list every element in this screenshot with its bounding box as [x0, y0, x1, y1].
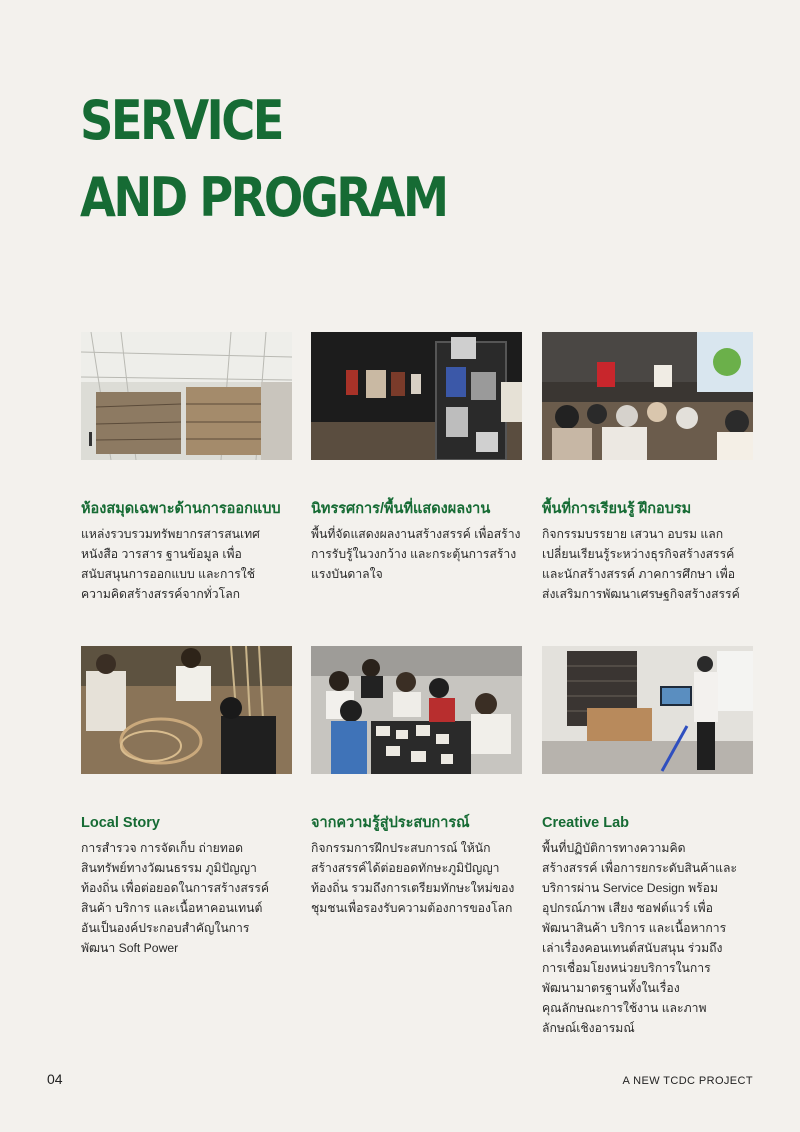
description-line: การเชื่อมโยงหน่วยบริการในการ — [542, 961, 711, 975]
description-line: สินทรัพย์ทางวัฒนธรรม ภูมิปัญญา — [81, 861, 257, 875]
description-line: ชุมชนเพื่อรองรับความต้องการของโลก — [311, 901, 513, 915]
service-card-learning-space — [542, 332, 755, 604]
knowledge-experience-title: จากความรู้สู่ประสบการณ์ — [311, 815, 470, 831]
learning-space-photo — [542, 332, 753, 460]
creative-lab-description — [542, 838, 755, 1038]
knowledge-experience-description — [311, 838, 524, 918]
library-photo — [81, 332, 292, 460]
description-line: ลักษณ์เชิงอารมณ์ — [542, 1021, 635, 1035]
description-line: อันเป็นองค์ประกอบสำคัญในการ — [81, 921, 250, 935]
description-line: พื้นที่ปฏิบัติการทางความคิด — [542, 841, 686, 855]
description-line: สนับสนุนการออกแบบ และการใช้ — [81, 567, 255, 581]
page-number: 04 — [47, 1071, 63, 1087]
description-line: บริการผ่าน Service Design พร้อม — [542, 881, 719, 895]
service-card-exhibition — [311, 332, 524, 584]
description-line: อุปกรณ์ภาพ เสียง ซอฟต์แวร์ เพื่อ — [542, 901, 713, 915]
description-line: ความคิดสร้างสรรค์จากทั่วโลก — [81, 587, 241, 601]
description-line: พัฒนาสินค้า บริการ และเนื้อหาการ — [542, 921, 727, 935]
library-title: ห้องสมุดเฉพาะด้านการออกแบบ — [81, 501, 281, 517]
description-line: หนังสือ วารสาร ฐานข้อมูล เพื่อ — [81, 547, 242, 561]
description-line: แหล่งรวบรวมทรัพยากรสารสนเทศ — [81, 527, 260, 541]
creative-lab-photo — [542, 646, 753, 774]
description-line: แรงบันดาลใจ — [311, 567, 383, 581]
description-line: การรับรู้ในวงกว้าง และกระตุ้นการสร้าง — [311, 547, 517, 561]
exhibition-description — [311, 524, 524, 584]
local-story-title: Local Story — [81, 815, 160, 831]
description-line: กิจกรรมการฝึกประสบการณ์ ให้นัก — [311, 841, 491, 855]
library-description — [81, 524, 294, 604]
footer-label: A NEW TCDC PROJECT — [622, 1075, 753, 1087]
description-line: การสำรวจ การจัดเก็บ ถ่ายทอด — [81, 841, 244, 855]
local-story-photo — [81, 646, 292, 774]
description-line: ท้องถิ่น เพื่อต่อยอดในการสร้างสรรค์ — [81, 881, 270, 895]
exhibition-title: นิทรรศการ/พื้นที่แสดงผลงาน — [311, 501, 491, 517]
service-card-local-story — [81, 646, 294, 958]
description-line: ท้องถิ่น รวมถึงการเตรียมทักษะใหม่ของ — [311, 881, 515, 895]
description-line: สร้างสรรค์ได้ต่อยอดทักษะภูมิปัญญา — [311, 861, 500, 875]
description-line: พื้นที่จัดแสดงผลงานสร้างสรรค์ เพื่อสร้าง — [311, 527, 521, 541]
description-line: สินค้า บริการ และเนื้อหาคอนเทนต์ — [81, 901, 263, 915]
page-title — [80, 82, 446, 236]
knowledge-experience-photo — [311, 646, 522, 774]
description-line: ส่งเสริมการพัฒนาเศรษฐกิจสร้างสรรค์ — [542, 587, 740, 601]
description-line: เปลี่ยนเรียนรู้ระหว่างธุรกิจสร้างสรรค์ — [542, 547, 735, 561]
learning-space-description — [542, 524, 755, 604]
exhibition-photo — [311, 332, 522, 460]
learning-space-title: พื้นที่การเรียนรู้ ฝึกอบรม — [542, 501, 692, 517]
service-card-knowledge-experience — [311, 646, 524, 918]
description-line: เล่าเรื่องคอนเทนต์สนับสนุน ร่วมถึง — [542, 941, 723, 955]
page-title-line-2: AND PROGRAM — [80, 166, 447, 229]
service-card-library — [81, 332, 294, 604]
description-line: กิจกรรมบรรยาย เสวนา อบรม แลก — [542, 527, 724, 541]
description-line: คุณลักษณะการใช้งาน และภาพ — [542, 1001, 707, 1015]
description-line: และนักสร้างสรรค์ ภาคการศึกษา เพื่อ — [542, 567, 736, 581]
page-title-line-1: SERVICE — [80, 89, 282, 152]
description-line: สร้างสรรค์ เพื่อการยกระดับสินค้าและ — [542, 861, 738, 875]
description-line: พัฒนา Soft Power — [81, 941, 179, 955]
creative-lab-title: Creative Lab — [542, 815, 630, 831]
description-line: พัฒนามาตรฐานทั้งในเรื่อง — [542, 981, 680, 995]
local-story-description — [81, 838, 294, 958]
service-card-creative-lab — [542, 646, 755, 1038]
